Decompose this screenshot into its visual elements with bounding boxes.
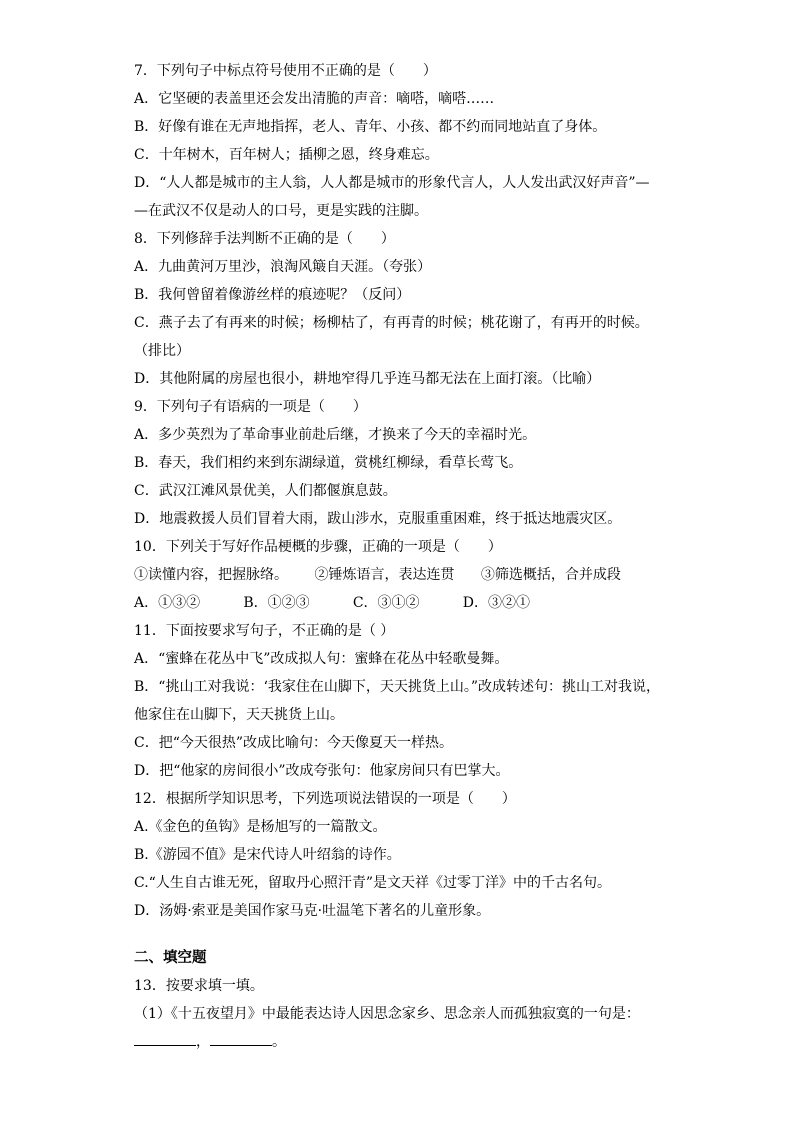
- question-10-choice-c: C．③①②: [352, 595, 420, 611]
- question-12: [134, 785, 694, 925]
- section-2-title: 二、填空题: [134, 949, 207, 966]
- question-10-choices-row: [134, 589, 530, 617]
- question-12-option-c: C.“人生自古谁无死，留取丹心照汗青”是文天祥《过零丁洋》中的千古名句。: [134, 875, 611, 891]
- question-10: [134, 533, 694, 617]
- question-8-option-c-continuation: （排比）: [134, 343, 190, 359]
- question-7-option-b: B．好像有谁在无声地指挥，老人、青年、小孩、都不约而同地站直了身体。: [134, 119, 607, 135]
- question-10-steps-row: [134, 561, 694, 589]
- question-10-step-3: ③筛选概括，合并成段: [480, 567, 621, 583]
- question-10-step-2: ②锤炼语言，表达连贯: [314, 567, 455, 583]
- question-11-option-b: B．“挑山工对我说：‘我家住在山脚下，天天挑货上山。”改成转述句：挑山工对我说，: [134, 679, 661, 695]
- question-9-stem: 9．下列句子有语病的一项是（ ）: [134, 399, 367, 415]
- question-9-option-b: B．春天，我们相约来到东湖绿道，赏桃红柳绿，看草长莺飞。: [134, 455, 523, 471]
- question-8-option-d: D．其他附属的房屋也很小，耕地窄得几乎连马都无法在上面打滚。（比喻）: [134, 371, 601, 387]
- question-12-option-b: B.《游园不值》是宋代诗人叶绍翁的诗作。: [134, 847, 401, 863]
- question-10-choice-a: A．①③②: [134, 595, 201, 611]
- question-10-choice-d: D．③②①: [462, 595, 530, 611]
- question-10-step-1: ①读懂内容，把握脉络。: [134, 567, 288, 583]
- question-8-option-b: B．我何曾留着像游丝样的痕迹呢？（反问）: [134, 287, 411, 303]
- question-11-option-c: C．把“今天很热”改成比喻句：今天像夏天一样热。: [134, 735, 454, 751]
- question-9-option-d: D．地震救援人员们冒着大雨，跋山涉水，克服重重困难，终于抵达地震灾区。: [134, 511, 622, 527]
- question-10-stem: 10．下列关于写好作品梗概的步骤，正确的一项是（ ）: [134, 539, 502, 555]
- question-13-part1: （1）《十五夜望月》中最能表达诗人因思念家乡、思念亲人而孤独寂寞的一句是：: [134, 1006, 640, 1022]
- question-11-option-a: A．“蜜蜂在花丛中飞”改成拟人句：蜜蜂在花丛中轻歌曼舞。: [134, 651, 509, 667]
- question-13-answer-line: [134, 1028, 694, 1056]
- question-12-option-a: A.《金色的鱼钩》是杨旭写的一篇散文。: [134, 819, 387, 835]
- question-11-option-b-continuation: 他家住在山脚下，天天挑货上山。: [134, 707, 344, 723]
- question-12-stem: 12．根据所学知识思考，下列选项说法错误的一项是（ ）: [134, 791, 516, 807]
- question-13: [134, 972, 694, 1056]
- answer-blank-2: [210, 1031, 272, 1046]
- question-11: [134, 617, 694, 785]
- question-9: [134, 393, 694, 533]
- question-11-stem: 11．下面按要求写句子，不正确的是（ ）: [134, 623, 395, 639]
- question-8-option-c: C．燕子去了有再来的时候；杨柳枯了，有再青的时候；桃花谢了，有再开的时候。: [134, 315, 649, 331]
- question-7-option-d-continuation: —在武汉不仅是动人的口号，更是实践的注脚。: [134, 203, 428, 219]
- question-8-stem: 8．下列修辞手法判断不正确的是（ ）: [134, 231, 395, 247]
- question-7-stem: 7．下列句子中标点符号使用不正确的是（ ）: [134, 63, 437, 79]
- answer-blank-1: [134, 1031, 196, 1046]
- question-8-option-a: A．九曲黄河万里沙，浪淘风簸自天涯。（夸张）: [134, 259, 432, 275]
- blank-terminator: 。: [272, 1034, 286, 1050]
- blank-separator: ，: [196, 1034, 210, 1050]
- question-13-stem: 13．按要求填一填。: [134, 978, 264, 994]
- question-11-option-d: D．把“他家的房间很小”改成夸张句：他家房间只有巴掌大。: [134, 763, 510, 779]
- question-7-option-d: D．“人人都是城市的主人翁，人人都是城市的形象代言人，人人发出武汉好声音”—: [134, 175, 650, 191]
- question-7-option-c: C．十年树木，百年树人；插柳之恩，终身难忘。: [134, 147, 439, 163]
- question-8: [134, 225, 694, 393]
- question-10-choice-b: B．①②③: [243, 595, 310, 611]
- question-12-option-d: D．汤姆·索亚是美国作家马克·吐温笔下著名的儿童形象。: [134, 903, 491, 919]
- question-7: [134, 57, 694, 225]
- question-7-option-a: A．它坚硬的表盖里还会发出清脆的声音：嘀嗒，嘀嗒……: [134, 91, 495, 107]
- question-9-option-a: A．多少英烈为了革命事业前赴后继，才换来了今天的幸福时光。: [134, 427, 537, 443]
- question-9-option-c: C．武汉江滩风景优美，人们都偃旗息鼓。: [134, 483, 397, 499]
